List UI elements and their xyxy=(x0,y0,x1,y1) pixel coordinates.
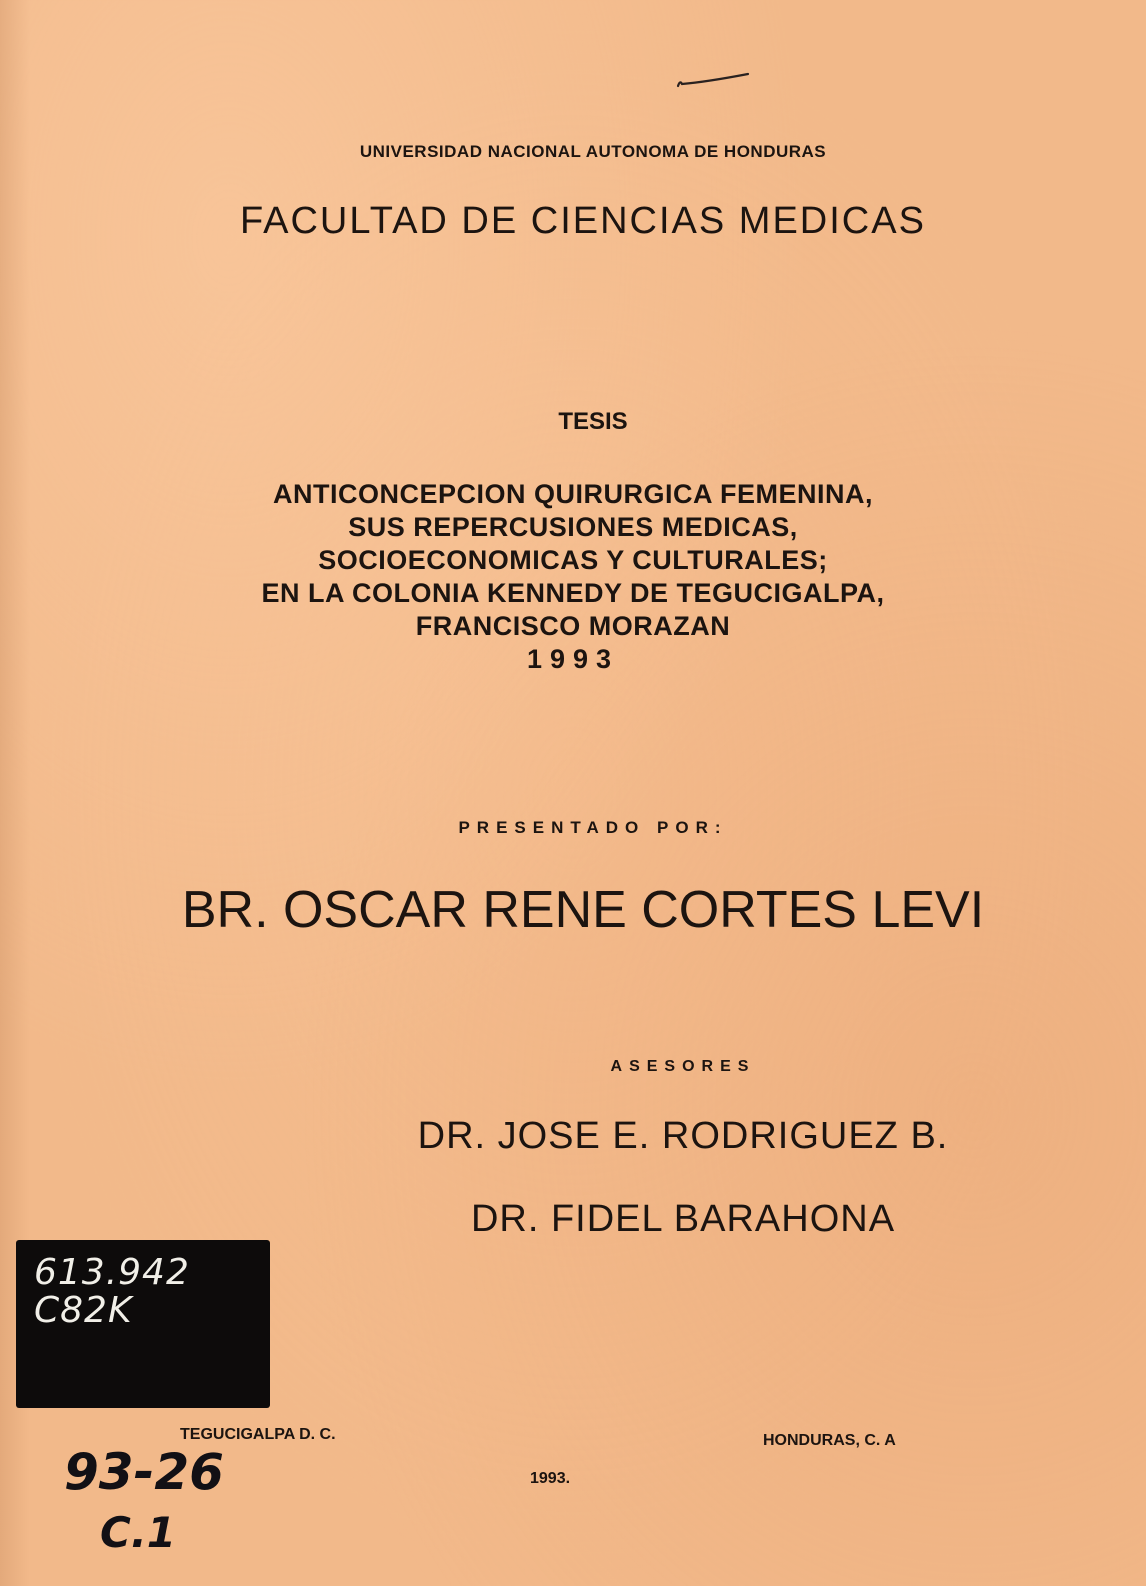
document-type: TESIS xyxy=(558,408,628,435)
footer-year: 1993. xyxy=(530,1470,571,1487)
call-number-line: C82K xyxy=(34,1290,133,1331)
library-call-number-label xyxy=(16,1240,270,1408)
presented-by-label: PRESENTADO POR: xyxy=(458,818,728,837)
footer-country: HONDURAS, C. A xyxy=(763,1432,896,1449)
advisors-label: ASESORES xyxy=(610,1058,756,1075)
call-number-line: 613.942 xyxy=(34,1252,190,1293)
footer-city: TEGUCIGALPA D. C. xyxy=(180,1426,336,1443)
title-line: FRANCISCO MORAZAN xyxy=(415,611,731,641)
title-line: ANTICONCEPCION QUIRURGICA FEMENINA, xyxy=(272,479,873,509)
title-line: EN LA COLONIA KENNEDY DE TEGUCIGALPA, xyxy=(261,578,885,608)
title-line: SOCIOECONOMICAS Y CULTURALES; xyxy=(318,545,828,575)
faculty-name: FACULTAD DE CIENCIAS MEDICAS xyxy=(240,200,926,242)
advisor-name: DR. FIDEL BARAHONA xyxy=(470,1198,896,1240)
title-year: 1993 xyxy=(526,644,620,674)
advisor-name: DR. JOSE E. RODRIGUEZ B. xyxy=(417,1115,949,1157)
title-line: SUS REPERCUSIONES MEDICAS, xyxy=(348,512,798,542)
author-name: BR. OSCAR RENE CORTES LEVI xyxy=(181,881,985,939)
thesis-title xyxy=(0,478,1146,676)
university-name: UNIVERSIDAD NACIONAL AUTONOMA DE HONDURAS xyxy=(359,142,827,161)
handwritten-copy-mark: C.1 xyxy=(100,1508,177,1557)
pen-stroke-mark xyxy=(676,68,756,92)
handwritten-code: 93-26 xyxy=(64,1443,224,1501)
